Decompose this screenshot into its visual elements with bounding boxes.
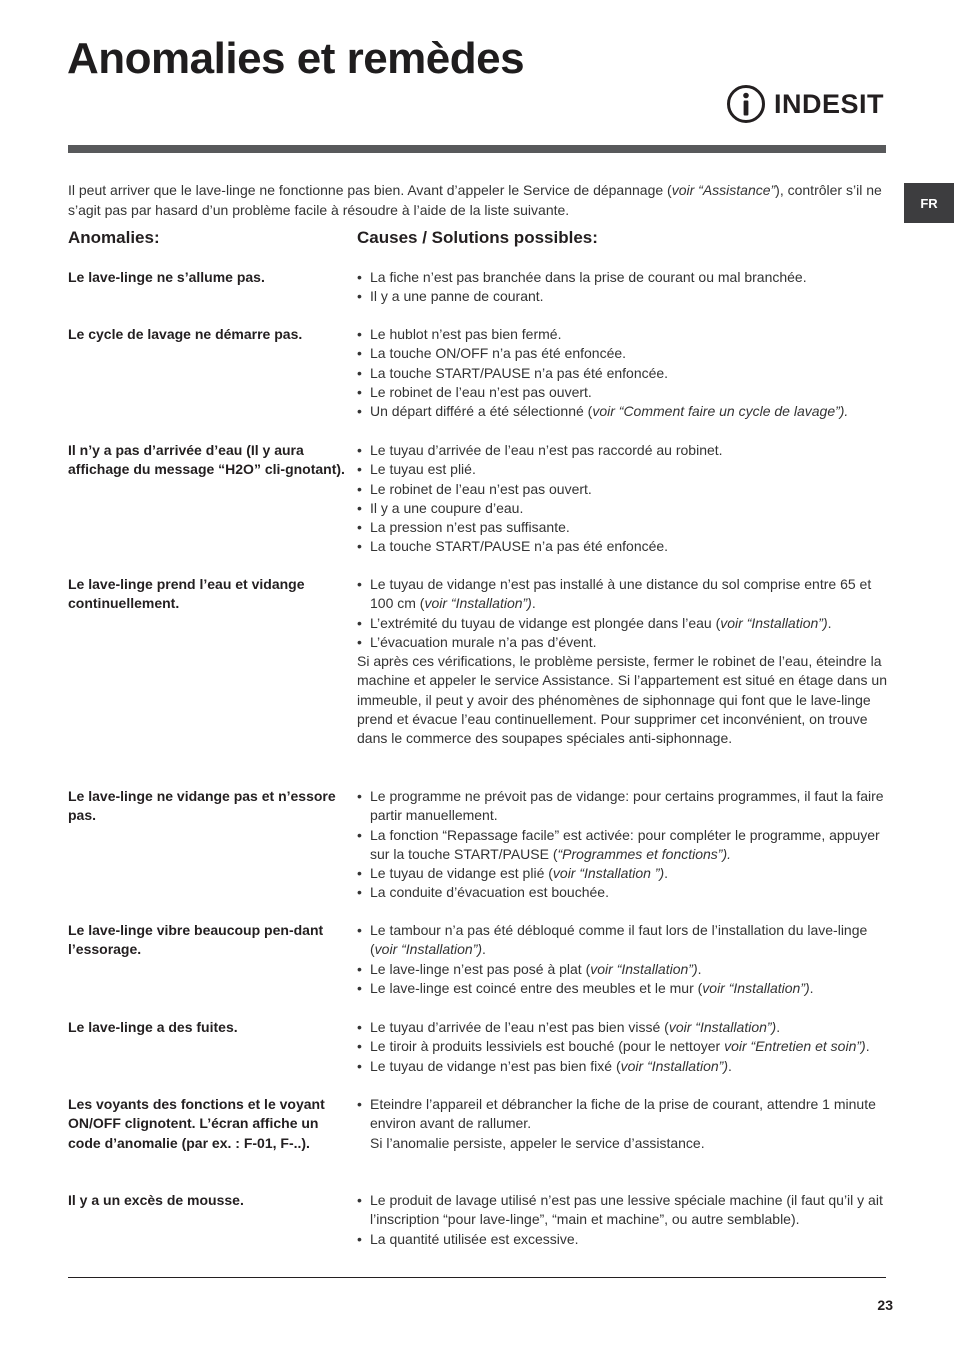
language-tab: FR (904, 183, 954, 223)
solution-item (357, 575, 887, 614)
solutions (357, 268, 887, 307)
solution-after: . (809, 979, 814, 996)
solution-text: La touche START/PAUSE n’a pas été enfoncée. (370, 538, 669, 555)
solution-text: Le tuyau de vidange n’est pas installé à une distance du sol comprise entre 65 et 100 cm ( (370, 576, 872, 612)
page-number: 23 (877, 1297, 893, 1313)
footer-rule (68, 1277, 886, 1278)
solution-item (357, 287, 887, 306)
solution-list (357, 268, 887, 307)
solution-text: Le tuyau d’arrivée de l’eau n’est pas raccordé au robinet. (370, 442, 723, 458)
page-title: Anomalies et remèdes (67, 34, 525, 83)
solution-text: La fonction “Repassage facile” est activée: pour compléter le programme, appuyer sur la touche START/PAUSE ( (370, 826, 880, 862)
solution-item (357, 1191, 887, 1230)
solution-text: La touche ON/OFF n’a pas été enfoncée. (370, 345, 627, 362)
brand-logo (726, 84, 888, 124)
solution-ref: voir “Installation”) (668, 1019, 777, 1035)
anomaly-label: Le lave-linge prend l’eau et vidange continuellement. (68, 576, 305, 612)
solutions (357, 1191, 887, 1249)
solution-note: Si l’anomalie persiste, appeler le service d’assistance. (370, 1134, 705, 1151)
solution-text: Le robinet de l’eau n’est pas ouvert. (370, 480, 592, 497)
solution-text: La quantité utilisée est excessive. (370, 1230, 579, 1247)
solution-list (357, 921, 887, 998)
solution-list (357, 1095, 887, 1134)
solution-text: Le robinet de l’eau n’est pas ouvert. (370, 383, 592, 400)
solution-item (357, 787, 887, 826)
solution-ref: voir “Installation”) (702, 979, 810, 996)
solution-text: Le hublot n’est pas bien fermé. (370, 326, 562, 342)
solution-item (357, 325, 887, 344)
solutions (357, 441, 887, 557)
solution-text: Le lave-linge est coincé entre des meubles et le mur ( (370, 979, 703, 996)
anomaly-label: Le cycle de lavage ne démarre pas. (68, 326, 303, 342)
solution-item (357, 460, 887, 479)
solution-item (357, 537, 887, 556)
solutions (357, 1095, 887, 1153)
anomaly-label: Il n’y a pas d’arrivée d’eau (Il y aura affichage du message “H2O” cli-gnotant). (68, 442, 345, 478)
solution-text: La pression n’est pas suffisante. (370, 519, 570, 536)
solution-ref: voir “Installation”) (720, 614, 828, 631)
solution-item (357, 383, 887, 402)
solution-item (357, 979, 887, 998)
solution-item (357, 633, 887, 652)
solution-text: Il y a une coupure d’eau. (370, 499, 524, 516)
solution-item (357, 1018, 887, 1037)
solution-text: Un départ différé a été sélectionné ( (370, 403, 593, 420)
solution-item (357, 268, 887, 287)
solution-ref: voir “Installation”) (424, 595, 532, 612)
solution-ref: voir “Installation”) (590, 960, 698, 977)
solution-after: . (482, 941, 486, 958)
causes-heading: Causes / Solutions possibles: (357, 228, 598, 247)
solution-list (357, 441, 887, 557)
solution-item (357, 883, 887, 902)
solution-text: L’extrémité du tuyau de vidange est plongée dans l’eau ( (370, 614, 721, 631)
solution-text: Eteindre l’appareil et débrancher la fiche de la prise de courant, attendre 1 minute environ avant de rallumer. (370, 1096, 876, 1132)
solution-item (357, 1057, 887, 1076)
solution-text: La touche START/PAUSE n’a pas été enfoncée. (370, 364, 669, 381)
solution-item (357, 921, 887, 960)
solution-text: Le tuyau est plié. (370, 461, 476, 478)
solution-item (357, 499, 887, 518)
solution-list (357, 325, 887, 421)
anomaly-label: Les voyants des fonctions et le voyant ON/OFF clignotent. L’écran affiche un code d’anomalie (par ex. : F-01, F-..). (68, 1096, 325, 1151)
solutions (357, 1018, 887, 1076)
solution-item (357, 402, 887, 421)
solution-ref: “Programmes et fonctions”). (557, 845, 732, 862)
solution-after: . (728, 1057, 732, 1074)
solution-note: Si après ces vérifications, le problème persiste, fermer le robinet de l’eau, éteindre la machine et appeler le service Assistance. Si l’appartement est situé en étage dans un immeuble, il peut y avoir des phénomènes de siphonnage qui font que le lave-linge prend et évacue l’eau continuellement. Pour supprimer cet inconvénient, on trouve dans le commerce des soupapes spéciales anti-siphonnage. (357, 653, 887, 747)
solution-item (357, 480, 887, 499)
intro-pre: Il peut arriver que le lave-linge ne fonctionne pas bien. Avant d’appeler le Service de dépannage ( (68, 182, 672, 198)
solution-ref: voir “Entretien et soin”) (724, 1038, 866, 1055)
solution-text: Le tuyau de vidange n’est pas bien fixé ( (370, 1057, 621, 1074)
solution-after: . (531, 595, 536, 612)
solutions (357, 921, 887, 998)
anomaly-label: Le lave-linge ne vidange pas et n’essore pas. (68, 788, 336, 824)
solution-item (357, 1037, 887, 1056)
solution-text: Le produit de lavage utilisé n’est pas une lessive spéciale machine (il faut qu’il y ait l’inscription “pour lave-linge”, “main et machine”, ou autre semblable). (370, 1192, 883, 1228)
solution-text: Le tiroir à produits lessiviels est bouché (pour le nettoyer (370, 1038, 725, 1055)
solution-item (357, 960, 887, 979)
solution-after: . (664, 865, 669, 882)
solution-ref: voir “Installation”) (620, 1057, 728, 1074)
anomaly-label: Le lave-linge a des fuites. (68, 1019, 238, 1035)
solution-item (357, 864, 887, 883)
intro-post: ), contrôler s’il ne s’agit pas par hasard d’un problème facile à résoudre à l’aide de la liste suivante. (68, 182, 882, 218)
solution-after: . (776, 1019, 781, 1035)
solution-text: Le tuyau de vidange est plié ( (370, 865, 553, 882)
solution-item (357, 344, 887, 363)
solution-text: Le tuyau d’arrivée de l’eau n’est pas bien vissé ( (370, 1019, 669, 1035)
solution-text: La fiche n’est pas branchée dans la prise de courant ou mal branchée. (370, 269, 807, 285)
solution-item (357, 364, 887, 383)
solution-text: Le lave-linge n’est pas posé à plat ( (370, 960, 591, 977)
solution-list (357, 1191, 887, 1249)
solution-list (357, 1018, 887, 1076)
solution-ref: voir “Comment faire un cycle de lavage”). (592, 403, 849, 420)
intro-ref: voir “Assistance” (671, 182, 776, 198)
solution-list (357, 787, 887, 903)
solution-item (357, 826, 887, 865)
anomaly-label: Le lave-linge vibre beaucoup pen-dant l’essorage. (68, 922, 324, 958)
solutions (357, 575, 887, 749)
solution-text: Le programme ne prévoit pas de vidange: pour certains programmes, il faut la faire partir manuellement. (370, 788, 884, 824)
solution-item (357, 518, 887, 537)
solution-item (357, 1095, 887, 1134)
anomaly-label: Il y a un excès de mousse. (68, 1192, 244, 1208)
solution-text: Le tambour n’a pas été débloqué comme il faut lors de l’installation du lave-linge ( (370, 922, 868, 958)
solution-ref: voir “Installation ”) (552, 865, 665, 882)
intro-paragraph (68, 180, 888, 220)
anomalies-heading: Anomalies: (68, 228, 160, 247)
solution-item (357, 614, 887, 633)
brand-name: INDESIT (774, 88, 885, 119)
solution-list (357, 575, 887, 652)
solution-after: . (827, 614, 832, 631)
solution-item (357, 1230, 887, 1249)
solution-after: . (865, 1038, 870, 1055)
solution-text: La conduite d’évacuation est bouchée. (370, 884, 609, 901)
solution-item (357, 441, 887, 460)
solution-text: Il y a une panne de courant. (370, 288, 544, 305)
solution-ref: voir “Installation”) (374, 941, 483, 958)
solution-after: . (697, 960, 702, 977)
solution-text: L’évacuation murale n’a pas d’évent. (370, 633, 597, 650)
solutions (357, 325, 887, 421)
solutions (357, 787, 887, 903)
brand-i-icon (726, 84, 766, 124)
anomaly-label: Le lave-linge ne s’allume pas. (68, 269, 265, 285)
header-rule (68, 145, 886, 153)
